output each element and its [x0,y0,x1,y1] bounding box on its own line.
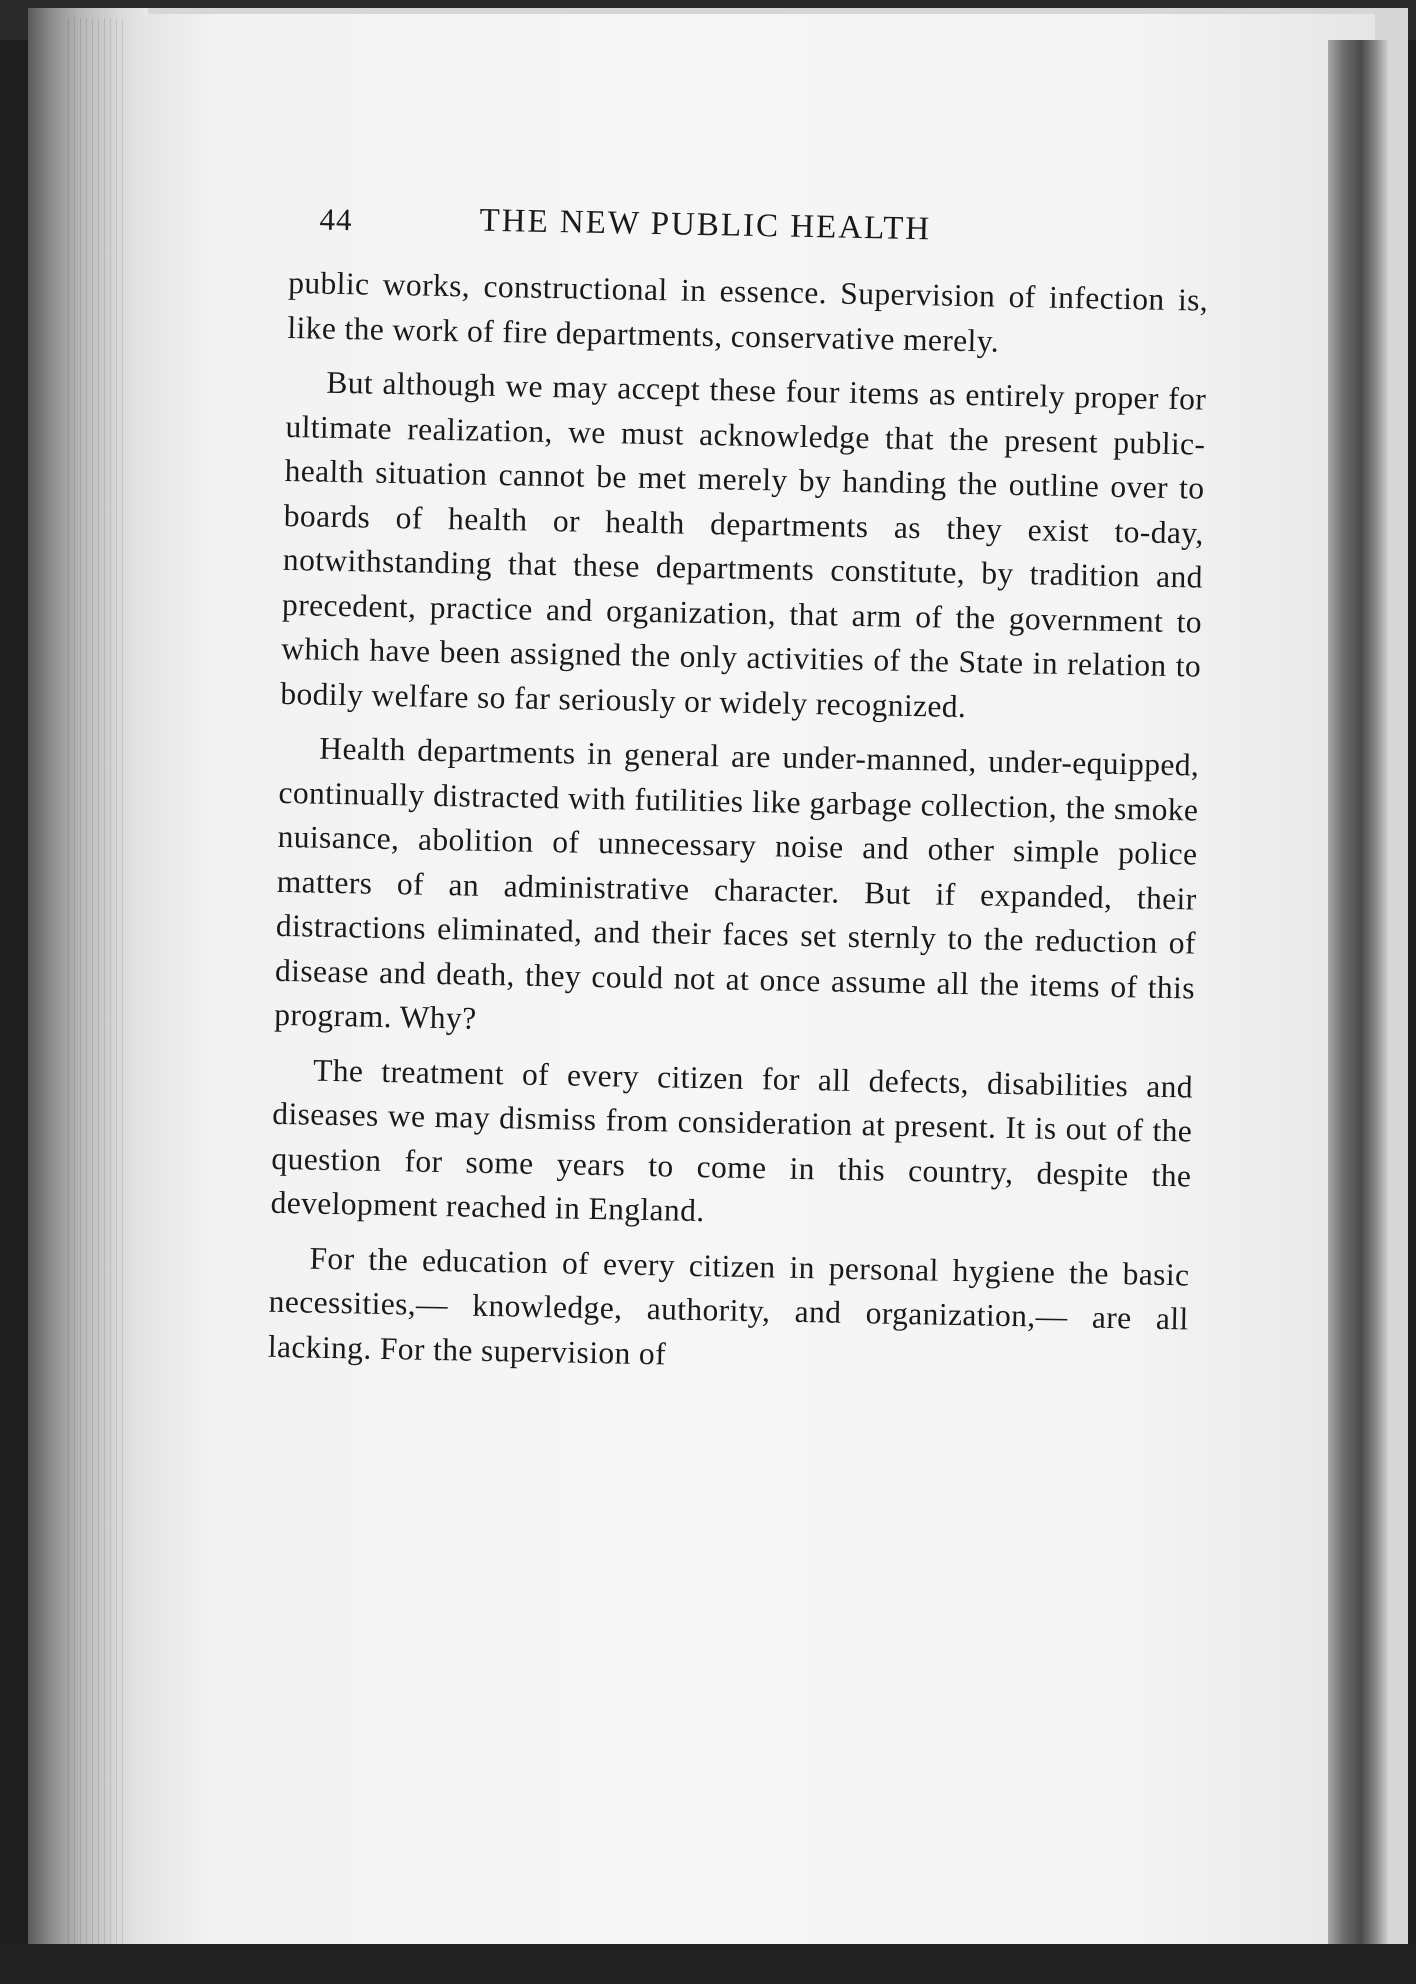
paragraph-4: The treatment of every citizen for all defects, disabilities and diseases we may dismiss from consideration at present. It is out of the question for some years to come in this country, despite the development reached in England. [270,1052,1194,1229]
page-text [267,195,1209,1386]
bottom-dark-border [0,1944,1416,1984]
page-stack-left [28,8,148,1958]
page-gutter-right [1328,40,1388,1945]
paragraph-2: But although we may accept these four items as entirely proper for ultimate realization, we must acknowledge that the present public-health situation cannot be met merely by handing the outline over to boards of health or health departments as they exist to-day, notwithstanding that these departments constitute, by tradition and precedent, practice and organization, that arm of the government to which have been assigned the only activities of the State in relation to bodily welfare so far seriously or widely recognized. [280,364,1207,724]
page-number: 44 [319,201,353,238]
paragraph-5: For the education of every citizen in personal hygiene the basic necessities,— knowledge, authority, and organization,— are all lacking. For the supervision of [267,1240,1190,1371]
page-edges [68,18,128,1958]
running-title: THE NEW PUBLIC HEALTH [479,202,932,248]
paragraph-3: Health departments in general are under-manned, under-equipped, continually distracted with futilities like garbage collection, the smoke nuisance, abolition of unnecessary noise and other simple police matters of an administrative character. But if expanded, their distractions eliminated, and their faces set sternly to the reduction of disease and death, they could not at once assume all the items of this program. Why? [273,730,1200,1036]
paragraph-1: public works, constructional in essence. Supervision of infection is, like the work of fire departments, conservative merely. [287,264,1209,359]
